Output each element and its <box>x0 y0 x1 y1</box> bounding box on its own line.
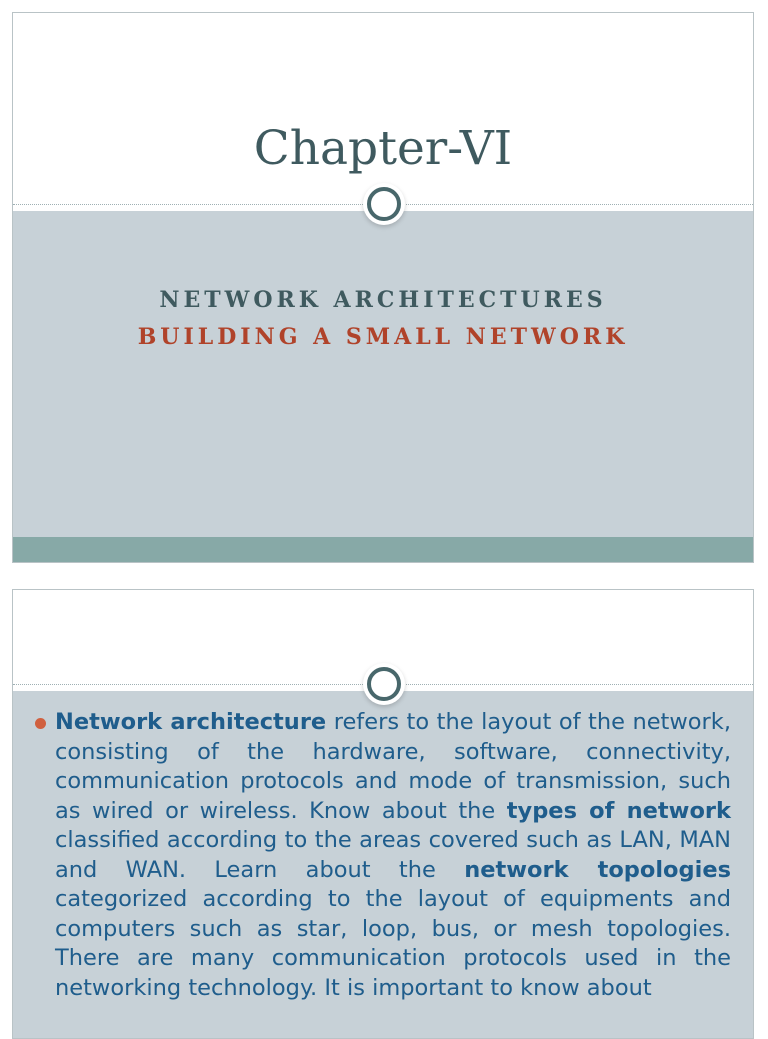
subtitle-line-1: NETWORK ARCHITECTURES <box>159 287 607 313</box>
bullet-icon <box>35 718 46 729</box>
slide-2 <box>12 589 754 1039</box>
slide-title: Chapter-VI <box>253 121 513 176</box>
circle-ornament-icon <box>367 187 401 221</box>
paragraph-text-2: classified according to the areas covered such as LAN, MAN and WAN. Learn about the <box>55 827 731 883</box>
term-types-of-network: types of network <box>506 797 731 824</box>
paragraph-text-1: refers to the layout of the network, consisting of the hardware, software, connectivity, communication protocols and mode of transmission, such as wired or wireless. Know about the <box>55 709 731 824</box>
bullet-paragraph <box>55 708 731 1003</box>
subtitle-band <box>13 211 753 537</box>
circle-ornament-icon <box>367 667 401 701</box>
term-network-architecture: Network architecture <box>55 709 327 735</box>
slide-1 <box>12 12 754 563</box>
term-network-topologies: network topologies <box>464 856 731 883</box>
footer-bar <box>13 537 753 563</box>
paragraph-text-3: categorized according to the layout of equipments and computers such as star, loop, bus, or mesh topologies. There are many communication protocols used in the networking technology. It is important to know about <box>55 886 731 1001</box>
subtitle-line-2: BUILDING A SMALL NETWORK <box>137 324 629 350</box>
